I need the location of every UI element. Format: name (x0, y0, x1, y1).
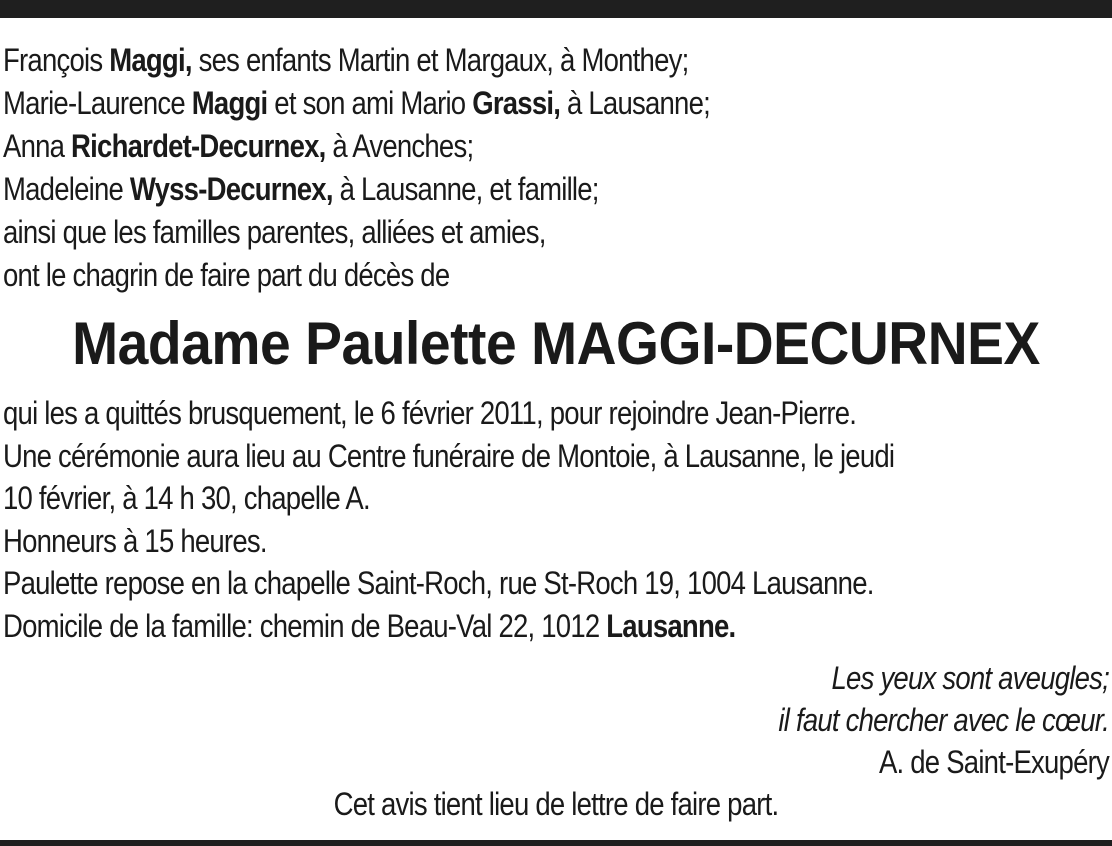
closing-note (0, 783, 1112, 825)
details-line: Paulette repose en la chapelle Saint-Roch, rue St-Roch 19, 1004 Lausanne. (3, 565, 874, 601)
details-line: 10 février, à 14 h 30, chapelle A. (3, 480, 370, 516)
family-line (3, 39, 956, 82)
ceremony-details (3, 392, 1111, 647)
quote-author: A. de Saint-Exupéry (878, 744, 1109, 780)
family-surname: Maggi (191, 85, 268, 121)
family-text: à Lausanne; (560, 85, 710, 121)
family-text: Anna (3, 128, 72, 164)
family-line (3, 168, 956, 211)
family-text: à Avenches; (325, 128, 474, 164)
quotation (409, 657, 1109, 783)
family-surname: Maggi, (109, 42, 192, 78)
family-surname: Richardet-Decurnex, (71, 128, 326, 164)
family-text: Madeleine (3, 171, 130, 207)
bottom-border (0, 840, 1112, 846)
family-line: ainsi que les familles parentes, alliées et amies, (3, 214, 546, 250)
family-text: Marie-Laurence (3, 85, 192, 121)
family-line (3, 82, 956, 125)
family-text: François (3, 42, 110, 78)
details-line: Honneurs à 15 heures. (3, 522, 267, 559)
details-line: Une cérémonie aura lieu au Centre funéraire de Montoie, à Lausanne, le jeudi (3, 437, 895, 474)
details-line (3, 605, 956, 648)
family-text: ses enfants Martin et Margaux, à Monthey; (191, 42, 689, 78)
family-line (3, 125, 956, 168)
family-list (3, 39, 1111, 297)
family-text: et son ami Mario (267, 85, 473, 121)
quote-line: Les yeux sont aveugles; (831, 660, 1109, 696)
domicile-text: Domicile de la famille: chemin de Beau-Val 22, 1012 (3, 607, 607, 644)
family-text: à Lausanne, et famille; (332, 171, 599, 207)
family-surname: Grassi, (472, 85, 561, 121)
family-line: ont le chagrin de faire part du décès de (3, 257, 450, 293)
details-line: qui les a quittés brusquement, le 6 février 2011, pour rejoindre Jean-Pierre. (3, 395, 857, 431)
closing-line: Cet avis tient lieu de lettre de faire part. (333, 786, 779, 822)
domicile-city: Lausanne. (606, 607, 736, 644)
top-border (0, 0, 1112, 18)
deceased-name: Madame Paulette MAGGI-DECURNEX (72, 310, 1040, 377)
quote-line: il faut chercher avec le cœur. (778, 702, 1109, 738)
family-surname: Wyss-Decurnex, (129, 171, 333, 207)
